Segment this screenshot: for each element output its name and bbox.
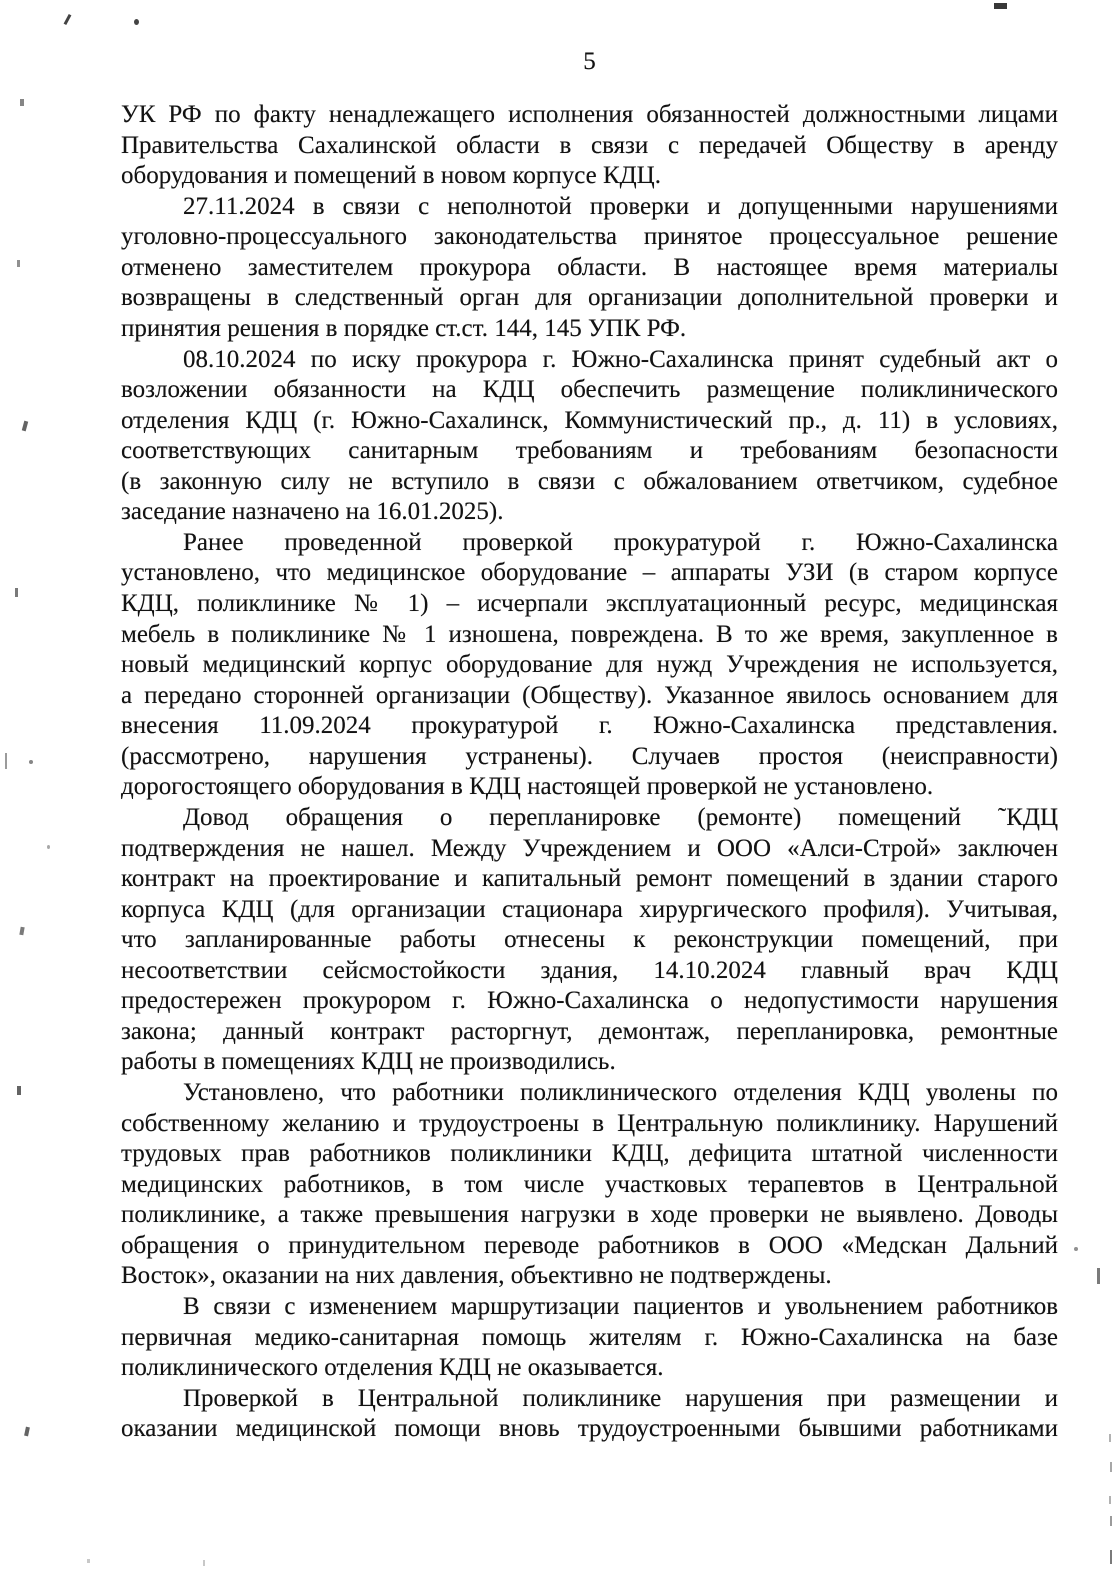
scan-speck	[134, 19, 139, 25]
scan-speck	[1097, 1268, 1100, 1284]
text-line: УК РФ по факту ненадлежащего исполнения обязанностей должностными лицами	[121, 101, 1058, 128]
text-line: первичная медико-санитарная помощь жителям г. Южно-Сахалинска на базе	[121, 1323, 1058, 1351]
text-line: Довод обращения о перепланировке (ремонте) помещений ˜КДЦ	[183, 803, 1058, 831]
scan-speck	[22, 421, 28, 432]
scan-speck	[1109, 1434, 1111, 1442]
text-line: поликлинического отделения КДЦ не оказывается.	[121, 1354, 664, 1382]
text-line: Восток», оказании на них давления, объективно не подтверждены.	[121, 1262, 832, 1290]
document-body	[121, 100, 1058, 1445]
text-line: поликлинике, а также превышения нагрузки в ходе проверки не выявлено. Доводы	[121, 1201, 1058, 1229]
scan-speck	[1109, 1496, 1111, 1504]
scan-speck	[20, 99, 24, 106]
text-line: возвращены в следственный орган для организации дополнительной проверки и	[121, 284, 1058, 312]
scan-speck	[17, 1086, 21, 1095]
text-line: принятия решения в порядке ст.ст. 144, 145 УПК РФ.	[121, 314, 687, 342]
text-line: внесения 11.09.2024 прокуратурой г. Южно-Сахалинска представления.	[121, 712, 1058, 740]
text-line: В связи с изменением маршрутизации пациентов и увольнением работников	[183, 1292, 1058, 1320]
text-line: возложении обязанности на КДЦ обеспечить размещение поликлинического	[121, 376, 1058, 404]
scan-speck	[1110, 1462, 1112, 1472]
text-line: новый медицинский корпус оборудование для нужд Учреждения не используется,	[121, 651, 1058, 679]
text-line: предостережен прокурором г. Южно-Сахалинска о недопустимости нарушения	[121, 987, 1058, 1015]
text-line: (рассмотрено, нарушения устранены). Случаев простоя (неисправности)	[121, 742, 1058, 770]
text-line: а передано сторонней организации (Обществу). Указанное явилось основанием для	[121, 681, 1058, 709]
page-number: 5	[583, 48, 596, 75]
scan-speck	[5, 753, 7, 769]
text-line: 08.10.2024 по иску прокурора г. Южно-Сахалинска принят судебный акт о	[183, 345, 1058, 373]
scan-speck	[1074, 1247, 1078, 1251]
text-line: контракт на проектирование и капитальный ремонт помещений в здании старого	[121, 865, 1058, 893]
text-line: оборудования и помещений в новом корпусе КДЦ.	[121, 162, 661, 190]
text-line: Установлено, что работники поликлинического отделения КДЦ уволены по	[183, 1079, 1058, 1106]
text-line: заседание назначено на 16.01.2025).	[121, 498, 504, 526]
scan-speck	[17, 260, 20, 267]
scan-speck	[15, 588, 18, 597]
text-line: закона; данный контракт расторгнут, демонтаж, перепланировка, ремонтные	[121, 1017, 1058, 1045]
scan-speck	[1110, 1550, 1112, 1564]
text-line: соответствующих санитарным требованиям и требованиям безопасности	[121, 437, 1058, 465]
text-line: медицинских работников, в том числе участковых терапевтов в Центральной	[121, 1170, 1058, 1198]
text-line: отделения КДЦ (г. Южно-Сахалинск, Коммунистический пр., д. 11) в условиях,	[121, 406, 1058, 434]
text-line: работы в помещениях КДЦ не производились.	[121, 1048, 616, 1076]
text-line: корпуса КДЦ (для организации стационара хирургического профиля). Учитывая,	[121, 895, 1058, 923]
scan-speck	[994, 3, 1007, 9]
text-line: подтверждения не нашел. Между Учреждением и ООО «Алси-Строй» заключен	[121, 834, 1058, 862]
scan-speck	[19, 927, 24, 936]
text-line: 27.11.2024 в связи с неполнотой проверки и допущенными нарушениями	[183, 192, 1058, 220]
text-line: мебель в поликлинике № 1 изношена, повреждена. В то же время, закупленное в	[121, 620, 1058, 648]
scan-speck	[1110, 1516, 1112, 1526]
text-line: дорогостоящего оборудования в КДЦ настоящей проверкой не установлено.	[121, 773, 934, 801]
text-line: уголовно-процессуального законодательства принятое процессуальное решение	[121, 223, 1058, 251]
scan-speck	[47, 845, 50, 849]
text-line: собственному желанию и трудоустроены в Центральную поликлинику. Нарушений	[121, 1109, 1058, 1137]
scan-speck	[203, 1560, 205, 1566]
scan-speck	[29, 760, 33, 764]
text-line: КДЦ, поликлинике № 1) – исчерпали эксплуатационный ресурс, медицинская	[121, 590, 1058, 617]
text-line: несоответствии сейсмостойкости здания, 14.10.2024 главный врач КДЦ	[121, 956, 1058, 984]
text-line: отменено заместителем прокурора области. В настоящее время материалы	[121, 253, 1058, 281]
text-line: Правительства Сахалинской области в связи с передачей Обществу в аренду	[121, 131, 1058, 159]
scan-speck	[24, 1427, 30, 1437]
scan-speck	[87, 1559, 90, 1563]
text-line: обращения о принудительном переводе работников в ООО «Медскан Дальний	[121, 1231, 1058, 1259]
text-line: трудовых прав работников поликлиники КДЦ, дефицита штатной численности	[121, 1140, 1058, 1168]
text-line: (в законную силу не вступило в связи с обжалованием ответчиком, судебное	[121, 467, 1058, 495]
text-line: что запланированные работы отнесены к реконструкции помещений, при	[121, 926, 1058, 954]
scan-speck	[64, 14, 72, 25]
text-line: Ранее проведенной проверкой прокуратурой г. Южно-Сахалинска	[183, 528, 1058, 556]
text-line: Проверкой в Центральной поликлинике нарушения при размещении и	[183, 1384, 1058, 1412]
text-line: оказании медицинской помощи вновь трудоустроенными бывшими работниками	[121, 1415, 1058, 1443]
text-line: установлено, что медицинское оборудование – аппараты УЗИ (в старом корпусе	[121, 559, 1058, 587]
